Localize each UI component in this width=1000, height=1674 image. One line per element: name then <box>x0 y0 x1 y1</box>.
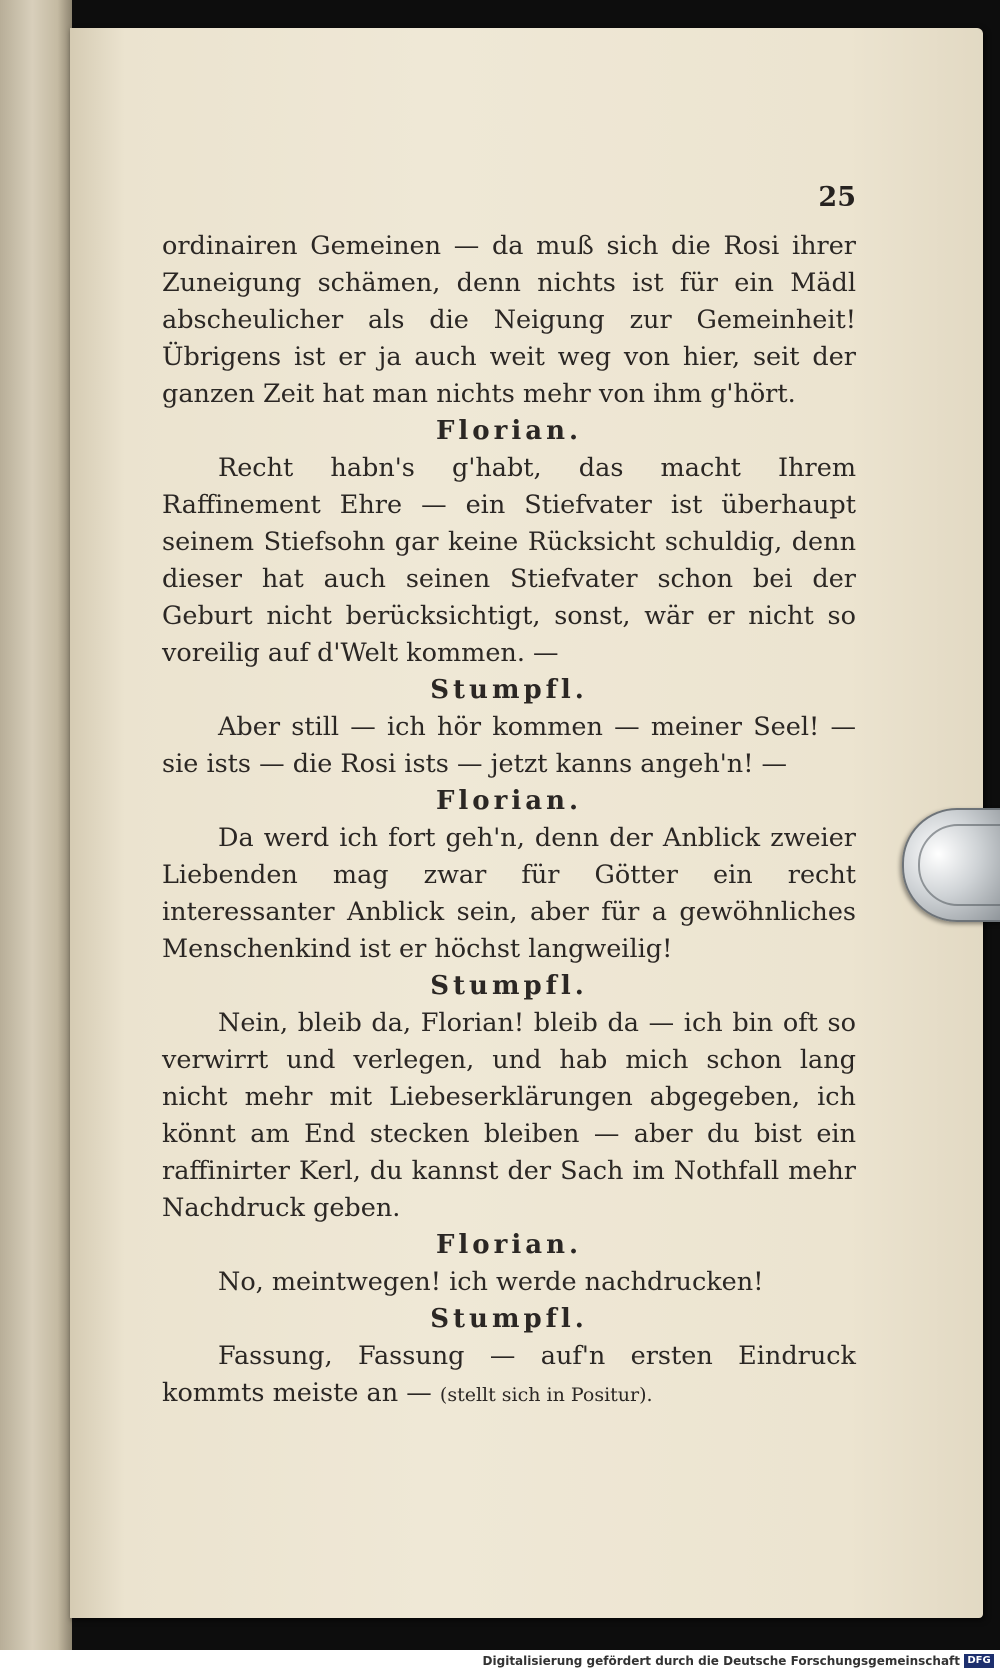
paragraph: Nein, bleib da, Florian! bleib da — ich bin oft so verwirrt und verlegen, und hab mich schon lang nicht mehr mit Liebeserklärungen abgegeben, ich könnt am End stecken bleiben — aber du bist ein raffinirter Kerl, du kannst der Sach im Nothfall mehr Nachdruck geben. <box>162 1008 856 1223</box>
footer-credit: Digitalisierung gefördert durch die Deutsche Forschungsgemeinschaft <box>482 1654 960 1668</box>
page-clip <box>902 808 1000 922</box>
speaker-name: Florian. <box>435 1230 583 1260</box>
paragraph: Da werd ich fort geh'n, denn der Anblick zweier Liebenden mag zwar für Götter ein recht interessanter Anblick sein, aber für a gewöhnliches Menschenkind ist er höchst langweilig! <box>162 823 856 964</box>
paragraph <box>162 1338 856 1414</box>
paragraph: Recht habn's g'habt, das macht Ihrem Raffinement Ehre — ein Stiefvater ist überhaupt seinem Stiefsohn gar keine Rücksicht schuldig, denn dieser hat auch seinen Stiefvater schon bei der Geburt nicht berücksichtigt, sonst, wär er nicht so voreilig auf d'Welt kommen. — <box>162 453 856 668</box>
paragraph: Aber still — ich hör kommen — meiner Seel! — sie ists — die Rosi ists — jetzt kanns angeh'n! — <box>162 712 856 779</box>
stage-direction: (stellt sich in Positur). <box>439 1384 653 1406</box>
page-number: 25 <box>818 182 856 213</box>
paragraph: ordinairen Gemeinen — da muß sich die Rosi ihrer Zuneigung schämen, denn nichts ist für ein Mädl abscheulicher als die Neigung zur Gemeinheit! Übrigens ist er ja auch weit weg von hier, seit der ganzen Zeit hat man nichts mehr von ihm g'hört. <box>162 231 856 409</box>
speaker-name: Florian. <box>435 786 583 816</box>
page-body <box>162 228 856 1414</box>
speaker-name: Stumpfl. <box>430 1304 588 1334</box>
paragraph: No, meintwegen! ich werde nachdrucken! <box>218 1267 764 1297</box>
dfg-logo: DFG <box>964 1654 994 1668</box>
speaker-name: Stumpfl. <box>430 971 588 1001</box>
facing-page-edge <box>0 0 72 1650</box>
page-clip-inner <box>918 824 1000 906</box>
footer-bar <box>0 1650 1000 1674</box>
speaker-name: Stumpfl. <box>430 675 588 705</box>
paragraph-text: Fassung, Fassung — auf'n ersten Eindruck kommts meiste an — <box>162 1341 856 1408</box>
speaker-name: Florian. <box>435 416 583 446</box>
